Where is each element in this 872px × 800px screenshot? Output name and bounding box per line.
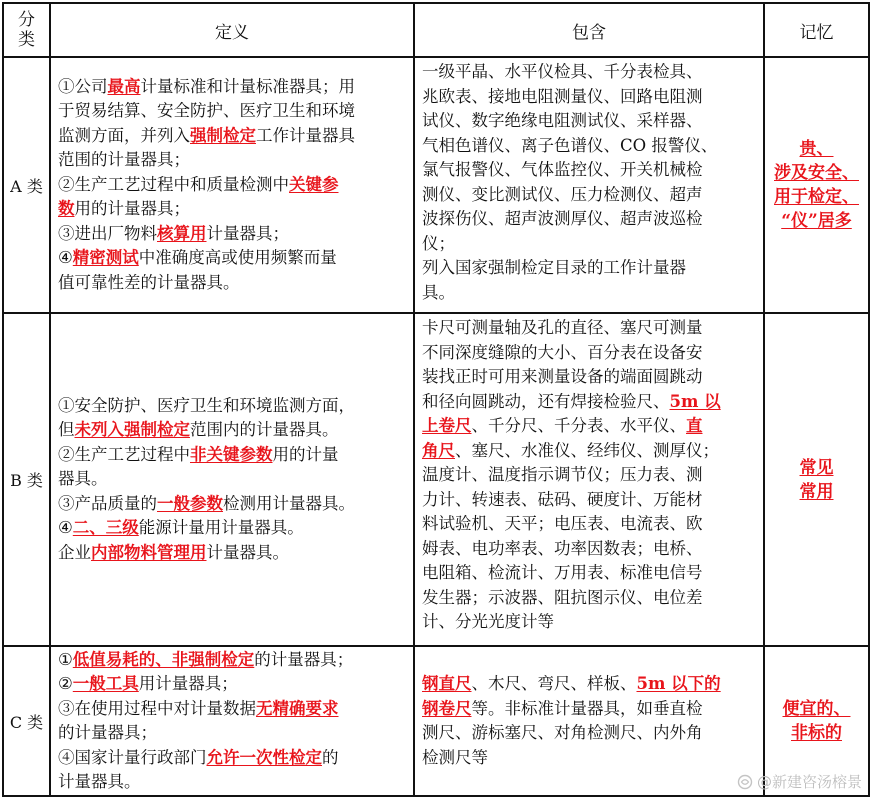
text-line [422,183,759,208]
text-run: ③产品质量的 [58,493,157,513]
text-line [422,439,759,464]
text-run: 计量器具。 [58,772,141,791]
highlighted-term: 内部物料管理用 [91,542,207,562]
highlighted-term: 精密测试 [72,248,139,268]
text-run: 的 [322,747,339,767]
text-line [58,697,407,722]
highlighted-term: 二、三级 [72,518,139,538]
highlighted-term: 钢直尺 [422,674,472,693]
includes-cell [414,57,764,313]
text-run: 、木尺、弯尺、样板、 [471,674,637,693]
text-run: 用计量器具； [138,674,238,693]
text-run: 的计量器具； [58,723,157,742]
highlighted-term: 一般工具 [72,674,139,693]
category-cell: A 类 [3,57,50,313]
header-definition: 定义 [50,3,414,57]
text-run: ③进出厂物料 [58,223,157,243]
highlighted-term: 核算用 [157,223,207,243]
text-run: 检测用计量器具。 [223,493,355,513]
text-line [58,541,407,566]
memory-cell [764,313,869,646]
text-run: ④ [58,248,73,268]
text-run: 发生器；示波器、阻抗图示仪、电位差 [422,587,703,607]
text-run: 力计、转速表、砝码、硬度计、万能材 [422,489,703,509]
header-row [3,3,869,57]
memory-keyword: 常见 [799,457,834,478]
text-run: ② [58,674,73,693]
includes-cell [414,313,764,646]
text-line [422,341,759,366]
header-memory: 记忆 [764,3,869,57]
text-line [422,232,759,257]
text-line [422,256,759,281]
text-run: 检测尺等 [422,747,488,767]
text-run: 值可靠性差的计量器具。 [58,272,240,292]
definition-cell [50,646,414,796]
text-line [58,492,407,517]
text-run: 计、分光光度计等 [422,612,554,631]
text-run: 范围内的计量器具。 [190,420,339,440]
classification-table [2,2,870,797]
header-category-char-2: 类 [18,30,35,50]
text-run: ④ [58,518,73,538]
memory-keyword: 涉及安全、 [774,163,859,183]
table-row-a [3,57,869,313]
highlighted-term: 关键参 [289,174,339,194]
text-run: 兆欧表、接地电阻测量仪、回路电阻测 [422,86,703,106]
text-line [58,746,407,771]
table-row-b [3,313,869,646]
text-line [58,124,407,149]
text-line [58,75,407,100]
highlighted-term: 数 [58,199,75,219]
text-line [58,648,407,673]
text-run: 企业 [58,542,91,562]
text-run: 测仪、变比测试仪、压力检测仪、超声 [422,184,703,204]
text-line [58,173,407,198]
memory-keyword: 常用 [799,481,834,502]
text-run: 范围的计量器具； [58,150,190,170]
text-run: 仪； [422,233,455,253]
watermark [737,771,862,792]
text-run: 温度计、温度指示调节仪；压力表、测 [422,465,703,484]
category-cell: C 类 [3,646,50,796]
text-line [422,746,759,771]
highlighted-term: 未列入强制检定 [74,420,190,440]
text-run: 列入国家强制检定目录的工作计量器 [422,258,686,277]
highlighted-term: 直 [686,416,703,435]
text-line [422,316,759,341]
text-run: 装找正时可用来测量设备的端面圆跳动 [422,367,703,386]
text-run: 但 [58,420,75,440]
text-line [58,770,407,795]
highlighted-term: 允许一次性检定 [206,747,322,767]
text-run: 用的计量 [272,444,339,464]
text-line [58,394,407,419]
highlighted-term: 一般参数 [157,493,223,513]
highlighted-term: 钢卷尺 [422,698,472,718]
text-run: 和径向圆跳动，还有焊接检验尺、 [422,391,670,411]
text-run: 氯气报警仪、气体监控仪、开关机械检 [422,160,703,179]
text-run: 、塞尺、水准仪、经纬仪、测厚仪； [455,440,719,460]
text-run: 、千分尺、千分表、水平仪、 [471,416,686,435]
logo-swirl-icon [737,774,753,790]
text-run: ②生产工艺过程中 [58,444,190,464]
text-line [422,610,759,635]
header-includes: 包含 [414,3,764,57]
header-category [3,3,50,57]
highlighted-term: 角尺 [422,440,455,460]
text-run: 于贸易结算、安全防护、医疗卫生和环境 [58,101,355,121]
text-line [422,561,759,586]
text-line [422,537,759,562]
text-line [422,85,759,110]
text-run: 电阻箱、检流计、万用表、标准电信号 [422,563,703,582]
highlighted-term: 非关键参数 [190,444,273,464]
text-run: 料试验机、天平；电压表、电流表、欧 [422,514,703,533]
text-line [58,246,407,271]
text-run: 波探伤仪、超声波测厚仪、超声波巡检 [422,209,703,228]
text-run: 用的计量器具； [74,199,190,219]
text-line [58,271,407,296]
text-run: ②生产工艺过程中和质量检测中 [58,174,289,194]
highlighted-term: 5m 以 [669,391,721,411]
text-run: 卡尺可测量轴及孔的直径、塞尺可测量 [422,318,703,337]
text-run: 计量器具。 [206,542,289,562]
text-run: 的计量器具； [254,649,354,669]
text-line [422,488,759,513]
highlighted-term: 无精确要求 [256,698,339,718]
includes-cell [414,646,764,796]
text-line [422,672,759,697]
category-cell: B 类 [3,313,50,646]
text-line [422,390,759,415]
text-line [422,281,759,306]
highlighted-term: 低值易耗的、非强制检定 [72,649,255,669]
text-line [58,148,407,173]
text-line [422,158,759,183]
text-line [422,134,759,159]
text-run: 能源计量用计量器具。 [138,518,304,538]
highlighted-term: 上卷尺 [422,416,472,435]
header-category-char-1: 分 [18,10,35,30]
text-run: ①安全防护、医疗卫生和环境监测方面， [58,395,355,415]
text-line [58,418,407,443]
text-run: 监测方面，并列入 [58,125,190,145]
text-line [58,222,407,247]
highlighted-term: 最高 [107,76,141,96]
text-line [58,197,407,222]
text-line [422,60,759,85]
text-run: ① [58,649,73,669]
text-line [422,414,759,439]
text-run: 测尺、游标塞尺、对角检测尺、内外角 [422,723,703,742]
text-line [58,672,407,697]
text-run: 不同深度缝隙的大小、百分表在设备安 [422,342,703,362]
text-run: 气相色谱仪、离子色谱仪、CO 报警仪、 [422,135,718,155]
text-line [58,721,407,746]
memory-cell [764,57,869,313]
text-line [58,467,407,492]
text-line [58,443,407,468]
definition-cell [50,57,414,313]
memory-keyword: 用于检定、 [774,187,859,207]
text-run: ③在使用过程中对计量数据 [58,698,256,718]
text-line [58,516,407,541]
memory-keyword: “仪”居多 [781,211,852,231]
text-run: ④国家计量行政部门 [58,747,207,767]
text-line [422,207,759,232]
text-run: 计量标准和计量标准器具；用 [140,76,355,96]
text-line [58,99,407,124]
text-run: 工作计量器具 [256,125,355,145]
highlighted-term: 5m 以下的 [636,674,721,693]
memory-keyword: 非标的 [791,723,842,743]
text-run: 姆表、电功率表、功率因数表；电桥、 [422,538,703,558]
text-line [422,512,759,537]
text-run: 中准确度高或使用频繁而量 [138,248,337,268]
watermark-text: @新建咨汤榕景 [756,773,862,791]
text-run: 试仪、数字绝缘电阻测试仪、采样器、 [422,111,703,130]
text-run: 器具。 [58,469,108,489]
text-run: 计量器具； [206,223,289,243]
definition-cell [50,313,414,646]
memory-keyword: 贵、 [799,139,834,159]
text-run: ①公司 [58,76,108,96]
text-run: 等。非标准计量器具，如垂直检 [471,698,703,718]
text-line [422,721,759,746]
text-run: 具。 [422,282,455,302]
text-line [422,365,759,390]
memory-keyword: 便宜的、 [782,699,851,719]
text-run: 一级平晶、水平仪检具、千分表检具、 [422,62,703,81]
text-line [422,463,759,488]
text-line [422,109,759,134]
text-line [422,697,759,722]
text-line [422,586,759,611]
highlighted-term: 强制检定 [190,125,256,145]
